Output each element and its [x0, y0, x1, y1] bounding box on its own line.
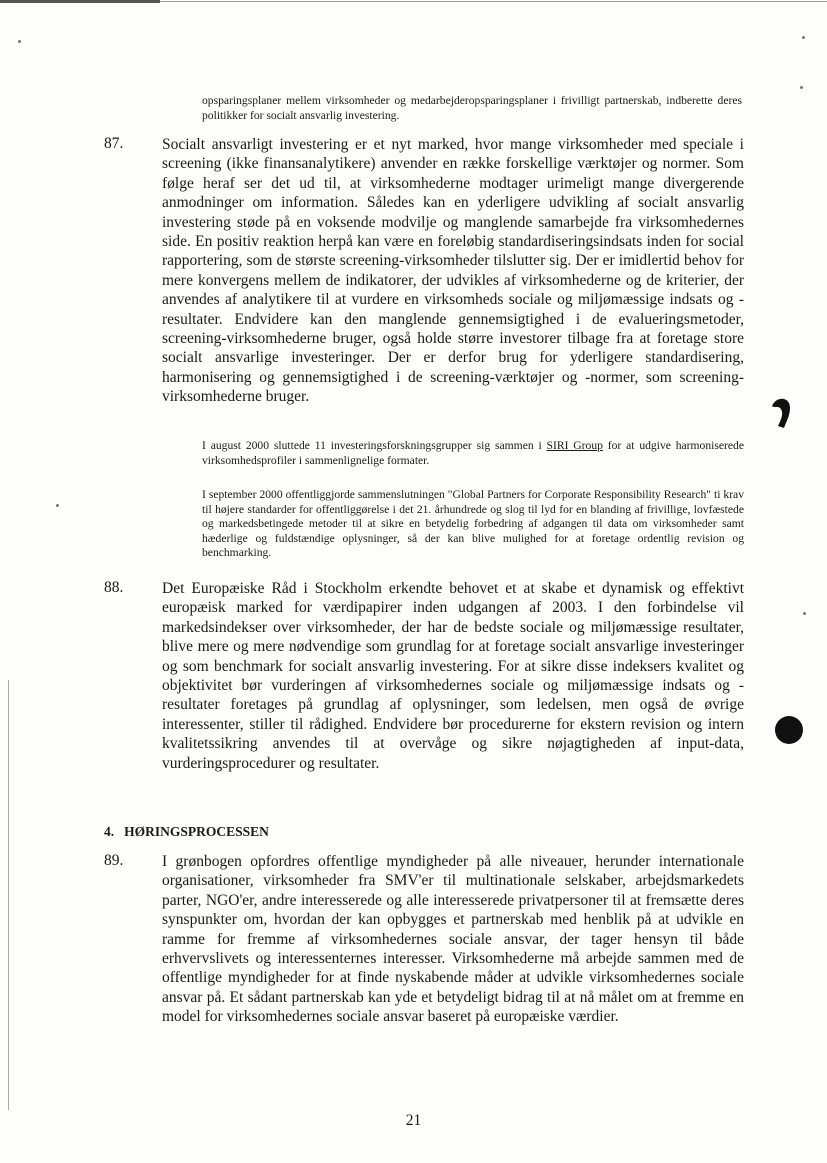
margin-hook-mark	[768, 394, 796, 430]
paragraph-87-text: Socialt ansvarligt investering er et nyt marked, hvor mange virksomheder med speciale i screening (ikke finansanalytikere) anvender en række forskellige værktøjer og normer. Som følge heraf ser det ud til, at virksomhederne modtager urimeligt mange divergerende anmodninger om information. Således kan en yderligere udvikling af socialt ansvarlig investering støde på en voksende modvilje og manglende samarbejde fra virksomhedernes side. En positiv reaktion herpå kan være en foreløbig standardiseringsindsats inden for social rapportering, som de største screening-virksomheder tilslutter sig. Der er imidlertid behov for mere konvergens mellem de indikatorer, der udvikles af virksomhederne og de kriterier, der anvendes af analytikere til at vurdere en virksomheds sociale og miljømæssige indsats og -resultater. Endvidere kan den manglende gennemsigtighed i de evalueringsmetoder, screening-virksomhederne bruger, også holde større investorer tilbage fra at foretage store socialt ansvarlige investeringer. Der er derfor brug for yderligere standardisering, harmonisering og gennemsigtighed i de screening-værktøjer og -normer, som screening-virksomhederne bruger.	[162, 136, 744, 406]
paragraph-number-89: 89.	[104, 852, 124, 869]
scan-speck	[803, 612, 806, 615]
scan-speck	[802, 36, 805, 39]
top-edge-rule-light	[160, 1, 827, 2]
section-title: HØRINGSPROCESSEN	[124, 824, 269, 839]
global-partners-note: I september 2000 offentliggjorde sammenslutningen "Global Partners for Corporate Responsibility Research" ti krav til højere standarder for offentliggørelse i det 21. århundrede og slog til lyd for en blanding af frivillige, lovfæstede og markedsbetingede metoder til at sikre en betydelig forbedring af adgangen til data om virksomheder samt hæderlige og fuldstændige oplysninger, så der kan blive mulighed for at foretage ordentlig revision og benchmarking.	[202, 488, 744, 559]
siri-note-text-before: I august 2000 sluttede 11 investeringsforskningsgrupper sig sammen i	[202, 439, 547, 452]
top-edge-rule	[0, 0, 827, 3]
paragraph-89-text: I grønbogen opfordres offentlige myndigheder på alle niveauer, herunder internationale organisationer, virksomheder fra SMV'er til multinationale selskaber, arbejdsmarkedets parter, NGO'er, andre interesserede og alle interesserede privatpersoner til at fremsætte deres synspunkter om, hvordan der kan opbygges et partnerskab med henblik på at udvikle en ramme for fremme af virksomhedernes sociale ansvar, der tager hensyn til både erhvervslivets og interessenternes interesser. Virksomhederne må arbejde sammen med de offentlige myndigheder for at finde nyskabende måder at udvikle virksomhedernes sociale ansvar på. Et sådant partnerskab kan yde et betydeligt bidrag til at nå målet om at fremme en model for virksomhedernes sociale ansvar baseret på europæiske værdier.	[162, 853, 744, 1026]
scan-speck	[800, 86, 803, 89]
paragraph-number-87: 87.	[104, 135, 124, 152]
section-number: 4.	[104, 824, 115, 839]
left-scan-edge	[8, 680, 9, 1110]
page-number: 21	[405, 1112, 422, 1129]
siri-note-text-after: for at udgive harmoniserede virksomhedsprofiler i sammenlignelige formater.	[202, 439, 744, 467]
top-continuation-note: opsparingsplaner mellem virksomheder og medarbejderopsparingsplaner i frivilligt partnerskab, indberette deres politikker for socialt ansvarlig investering.	[202, 94, 742, 122]
paragraph-88-text: Det Europæiske Råd i Stockholm erkendte behovet et at skabe et dynamisk og effektivt europæisk marked for værdipapirer inden udgangen af 2003. I den forbindelse vil markedsindekser over virksomheder, der har de bedste sociale og miljømæssige resultater, blive mere og mere nødvendige som grundlag for at foretage socialt ansvarlige investeringer og som benchmark for socialt ansvarlig investering. For at sikre disse indeksers kvalitet og objektivitet bør vurderingen af virksomhedernes sociale og miljømæssige indsats og -resultater foretages på grundlag af oplysninger, som ledelsen, men også de øvrige interessenter, stiller til rådighed. Endvidere bør procedurerne for ekstern revision og intern kvalitetssikring anvendes til at overvåge og sikre nøjagtigheden af input-data, vurderingsprocedurer og resultater.	[162, 580, 744, 772]
scan-speck	[18, 40, 21, 43]
siri-group-link[interactable]: SIRI Group	[546, 439, 603, 452]
section-heading	[104, 824, 269, 840]
scan-speck	[56, 504, 59, 507]
margin-punch-hole-mark	[775, 716, 803, 744]
top-edge-rule-dark	[0, 0, 160, 3]
siri-group-note	[202, 439, 744, 468]
paragraph-number-88: 88.	[104, 579, 124, 596]
